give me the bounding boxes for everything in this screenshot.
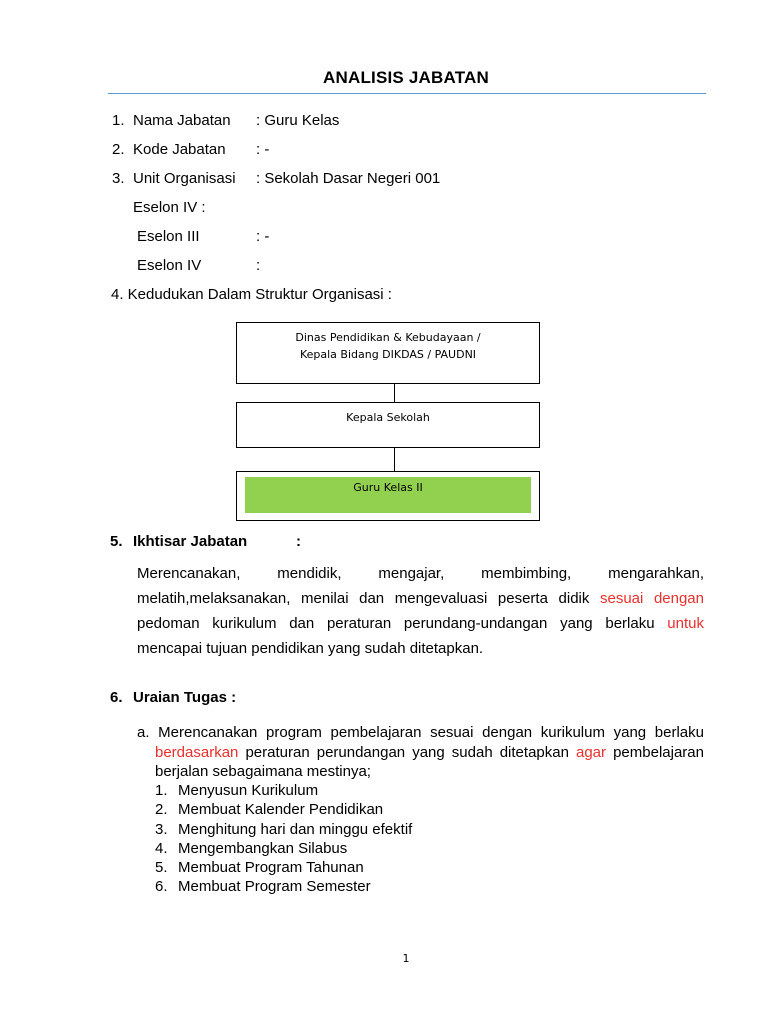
- field-number: 3.: [112, 170, 125, 187]
- ikhtisar-line: [137, 586, 704, 611]
- org-box-kepala-sekolah-label: Kepala Sekolah: [346, 411, 430, 424]
- section-5-colon: :: [296, 533, 301, 550]
- section-5-number: 5.: [110, 533, 123, 550]
- eselon-value: :: [256, 257, 261, 274]
- section-5-label: Ikhtisar Jabatan: [133, 533, 248, 550]
- list-item-number: 4.: [155, 839, 168, 857]
- field-label: Kode Jabatan: [133, 141, 226, 158]
- uraian-highlight-text: berdasarkan: [155, 743, 239, 761]
- ikhtisar-line: mencapai tujuan pendidikan yang sudah ditetapkan.: [137, 640, 484, 657]
- eselon-label: Eselon III: [137, 228, 200, 245]
- field-value: : -: [256, 141, 270, 158]
- org-box-dinas-line1: Dinas Pendidikan & Kebudayaan /: [295, 331, 481, 344]
- ikhtisar-line: Merencanakan, mendidik, mengajar, membimbing, mengarahkan,: [137, 565, 704, 582]
- list-item-number: 2.: [155, 801, 168, 819]
- page-number: 1: [402, 952, 410, 965]
- org-box-guru-kelas-label: Guru Kelas II: [353, 481, 423, 494]
- field-value: : Guru Kelas: [256, 112, 340, 129]
- org-box-dinas-line2: Kepala Bidang DIKDAS / PAUDNI: [299, 348, 477, 361]
- list-item-number: 1.: [155, 782, 168, 799]
- title-underline: [108, 93, 706, 94]
- section-4-heading: 4. Kedudukan Dalam Struktur Organisasi :: [111, 286, 392, 303]
- uraian-text: pembelajaran: [606, 743, 704, 761]
- eselon-heading: Eselon IV :: [133, 199, 206, 216]
- org-connector: [394, 384, 395, 402]
- list-item-number: 6.: [155, 878, 168, 896]
- uraian-text: peraturan perundangan yang sudah ditetapkan: [238, 743, 576, 761]
- field-label: Nama Jabatan: [133, 112, 231, 129]
- org-box-guru-kelas: [236, 471, 540, 521]
- uraian-line: berjalan sebagaimana mestinya;: [155, 763, 371, 780]
- uraian-tugas-item-a: [137, 723, 704, 782]
- org-box-dinas: [236, 322, 540, 384]
- ikhtisar-text: melatih,melaksanakan, menilai dan mengevaluasi peserta didik: [137, 590, 600, 607]
- org-box-kepala-sekolah: [236, 402, 540, 448]
- section-6-number: 6.: [110, 689, 123, 706]
- ikhtisar-highlight-text: sesuai dengan: [599, 590, 704, 607]
- org-box-guru-kelas-highlight: [245, 477, 531, 513]
- list-item-text: Menyusun Kurikulum: [178, 782, 319, 799]
- ikhtisar-line: [137, 611, 704, 636]
- field-value: : Sekolah Dasar Negeri 001: [256, 170, 441, 187]
- list-item-number: 3.: [155, 820, 168, 838]
- ikhtisar-text: pedoman kurikulum dan peraturan perundang-undangan yang berlaku: [137, 615, 668, 632]
- list-item-number: 5.: [155, 859, 168, 877]
- uraian-line: [137, 743, 704, 763]
- list-item-text: Menghitung hari dan minggu efektif: [178, 820, 413, 838]
- eselon-label: Eselon IV: [137, 257, 202, 274]
- field-number: 2.: [112, 141, 125, 158]
- uraian-line: a. Merencanakan program pembelajaran sesuai dengan kurikulum yang berlaku: [137, 724, 704, 741]
- list-item-text: Membuat Program Semester: [178, 878, 371, 896]
- field-label: Unit Organisasi: [133, 170, 236, 187]
- field-number: 1.: [112, 112, 125, 129]
- list-item-text: Membuat Program Tahunan: [178, 859, 364, 877]
- ikhtisar-paragraph: [137, 561, 704, 661]
- section-6-label: Uraian Tugas :: [133, 689, 237, 706]
- eselon-value: : -: [256, 228, 270, 245]
- org-connector: [394, 448, 395, 471]
- page-title: ANALISIS JABATAN: [323, 68, 489, 87]
- uraian-highlight-text: agar: [576, 743, 607, 761]
- list-item-text: Membuat Kalender Pendidikan: [178, 801, 384, 819]
- list-item-text: Mengembangkan Silabus: [178, 839, 348, 857]
- ikhtisar-highlight-text: untuk: [667, 615, 704, 632]
